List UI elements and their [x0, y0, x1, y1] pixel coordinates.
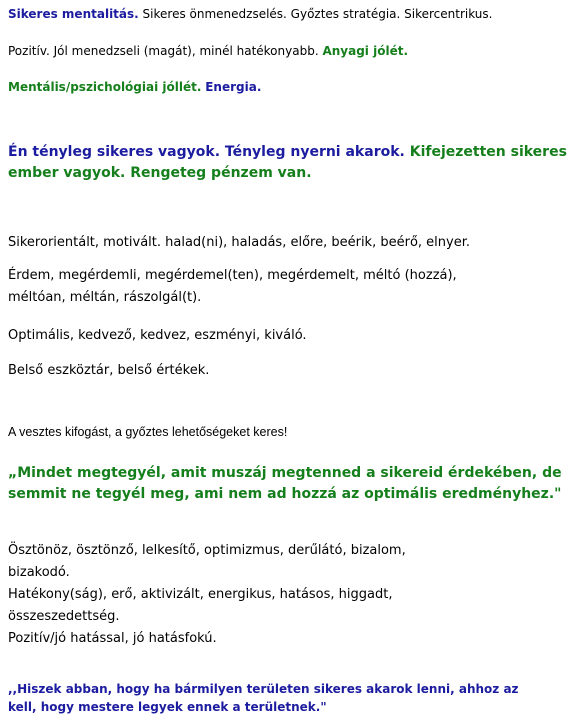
- motivation-line-1: Ösztönöz, ösztönző, lelkesítő, optimizmus, derűlátó, bizalom,: [8, 543, 406, 558]
- text-material-wellbeing: Anyagi jólét.: [322, 44, 409, 58]
- paragraph-success-oriented: Sikerorientált, motivált. halad(ni), haladás, előre, beérik, beérő, elnyer.: [8, 235, 470, 250]
- motivation-line-4: összeszedettség.: [8, 609, 120, 624]
- merit-line-2: méltóan, méltán, rászolgál(t).: [8, 290, 202, 305]
- paragraph-affirmation: [8, 142, 567, 184]
- motivation-line-5: Pozitív/jó hatással, jó hatásfokú.: [8, 631, 217, 646]
- paragraph-success-mentality: [8, 5, 492, 23]
- text-self-management: Sikeres önmenedzselés. Győztes stratégia. Sikercentrikus.: [142, 7, 493, 21]
- paragraph-positive: [8, 42, 408, 60]
- text-energy: Energia.: [205, 80, 262, 94]
- quote-mastery: [8, 680, 519, 716]
- quote-line-2: semmit ne tegyél meg, ami nem ad hozzá az optimális eredményhez.": [8, 486, 562, 502]
- paragraph-motivation: [8, 540, 406, 650]
- mastery-line-2: kell, hogy mestere legyek ennek a területnek.": [8, 700, 327, 714]
- motivation-line-2: bizakodó.: [8, 565, 70, 580]
- paragraph-loser-winner: A vesztes kifogást, a győztes lehetőségeket keres!: [8, 425, 288, 439]
- quote-line-1: „Mindet megtegyél, amit muszáj megtenned a sikereid érdekében, de: [8, 465, 562, 481]
- paragraph-merit: [8, 265, 457, 309]
- paragraph-optimal: Optimális, kedvező, kedvez, eszményi, kiváló.: [8, 328, 307, 343]
- quote-do-everything: [8, 463, 562, 505]
- affirmation-green-b: ember vagyok. Rengeteg pénzem van.: [8, 165, 312, 181]
- affirmation-blue: Én tényleg sikeres vagyok. Tényleg nyerni akarok.: [8, 144, 405, 160]
- affirmation-green-a: Kifejezetten sikeres: [409, 144, 567, 160]
- mastery-line-1: ,,Hiszek abban, hogy ha bármilyen területen sikeres akarok lenni, ahhoz az: [8, 682, 519, 696]
- motivation-line-3: Hatékony(ság), erő, aktivizált, energikus, hatásos, higgadt,: [8, 587, 393, 602]
- merit-line-1: Érdem, megérdemli, megérdemel(ten), megérdemelt, méltó (hozzá),: [8, 268, 457, 283]
- heading-success-mentality: Sikeres mentalitás.: [8, 7, 139, 21]
- paragraph-mental-wellbeing: [8, 78, 261, 96]
- text-positive: Pozitív. Jól menedzseli (magát), minél hatékonyabb.: [8, 44, 319, 58]
- text-mental-wellbeing: Mentális/pszichológiai jóllét.: [8, 80, 202, 94]
- paragraph-inner-tools: Belső eszköztár, belső értékek.: [8, 363, 210, 378]
